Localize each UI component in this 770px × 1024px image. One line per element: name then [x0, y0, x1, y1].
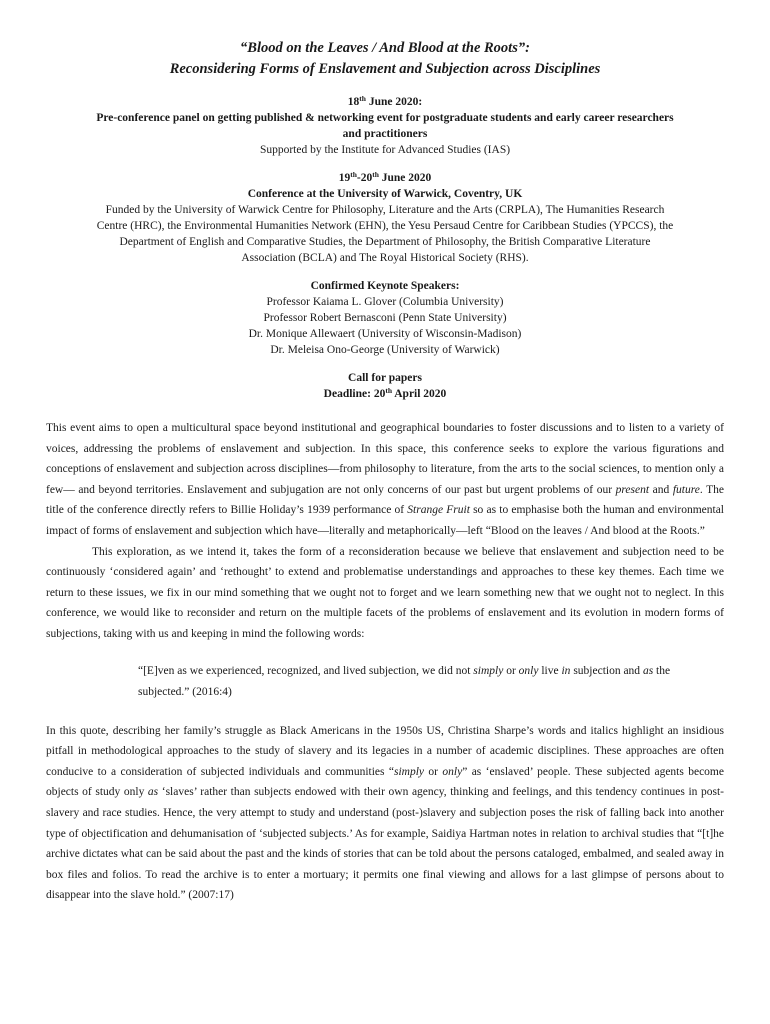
cfp-section — [46, 370, 724, 402]
conference-venue: Conference at the University of Warwick, Coventry, UK — [247, 188, 523, 200]
keynote-heading: Confirmed Keynote Speakers: — [310, 280, 460, 292]
keynote-speaker: Dr. Meleisa Ono-George (University of Warwick) — [270, 344, 500, 356]
cfp-heading: Call for papers — [348, 372, 422, 384]
keynote-speaker: Professor Kaiama L. Glover (Columbia University) — [266, 296, 504, 308]
title-line-1: “Blood on the Leaves / And Blood at the Roots”: — [240, 40, 530, 56]
conference-funding: Funded by the University of Warwick Centre for Philosophy, Literature and the Arts (CRPLA), The Humanities Research Centre (HRC), the Environmental Humanities Network (EHN), the Yesu Persaud Centre for Caribbean Studies (YPCCS), the Department of English and Comparative Studies, the Department of Philosophy, the British Comparative Literature Association (BCLA) and The Royal Historical Society (RHS). — [96, 204, 674, 264]
body-paragraph-1: This event aims to open a multicultural space beyond institutional and geographical boundaries to foster discussions and to listen to a variety of voices, addressing the problems of enslavement and subjection. In this space, this conference seeks to explore the various figurations and conceptions of enslavement and subjection across disciplines—from philosophy to literature, from the arts to the social sciences, to mention only a few— and beyond territories. Enslavement and subjugation are not only concerns of our past but urgent problems of our present and future. The title of the conference directly refers to Billie Holiday’s 1939 performance of Strange Fruit so as to emphasise both the human and environmental impact of forms of enslavement and subjection which have—literally and metaphorically—left “Blood on the leaves / And blood at the Roots.” — [46, 422, 725, 537]
preconference-support: Supported by the Institute for Advanced Studies (IAS) — [259, 144, 511, 156]
cfp-deadline: Deadline: 20th April 2020 — [323, 386, 447, 400]
block-quote: “[E]ven as we experienced, recognized, and lived subjection, we did not simply or only live in subjection and as the subjected.” (2016:4) — [138, 664, 671, 698]
body-paragraph-3: In this quote, describing her family’s struggle as Black Americans in the 1950s US, Christina Sharpe’s words and italics highlight an insidious pitfall in methodological approaches to the study of slavery and its legacies in a number of academic disciplines. These approaches are often conducive to a consideration of subjected individuals and communities “simply or only” as ‘enslaved’ people. These subjected agents become objects of study only as ‘slaves’ rather than subjects endowed with their own agency, thinking and feelings, and this tendency continues in post-slavery and race studies. Hence, the very attempt to study and understand (post-)slavery and subjection poses the risk of falling back into another type of objectification and dehumanisation of ‘subjected subjects.’ As for example, Saidiya Hartman notes in relation to archival studies that “[t]he archive dictates what can be said about the past and the kinds of stories that can be told about the persons cataloged, embalmed, and sealed away in box files and folios. To read the archive is to enter a mortuary; it permits one final viewing and allows for a last glimpse of persons about to disappear into the slave hold.” (2007:17) — [46, 724, 724, 902]
keynote-speaker: Dr. Monique Allewaert (University of Wisconsin-Madison) — [248, 328, 522, 340]
preconference-section — [46, 94, 724, 158]
preconference-description: Pre-conference panel on getting published & networking event for postgraduate students and early career researchers and practitioners — [96, 112, 674, 140]
conference-date: 19th-20th June 2020 — [338, 170, 432, 184]
keynote-speaker: Professor Robert Bernasconi (Penn State University) — [263, 312, 507, 324]
preconference-date: 18th June 2020: — [347, 94, 423, 108]
conference-section — [46, 170, 724, 266]
title-line-2: Reconsidering Forms of Enslavement and Subjection across Disciplines — [169, 61, 601, 77]
body-paragraph-2: This exploration, as we intend it, takes the form of a reconsideration because we believe that enslavement and subjection need to be continuously ‘considered again’ and ‘rethought’ to extend and problematise understandings and approaches to these key themes. Each time we return to these issues, we fix in our mind something that we ought not to forget and we learn something new that we ought not to neglect. In this conference, we would like to reconsider and return on the multiple facets of the problems of enslavement and its evolution in modern forms of subjections, taking with us and keeping in mind the following words: — [46, 545, 724, 640]
keynote-section — [46, 278, 724, 358]
document-title — [46, 38, 724, 80]
